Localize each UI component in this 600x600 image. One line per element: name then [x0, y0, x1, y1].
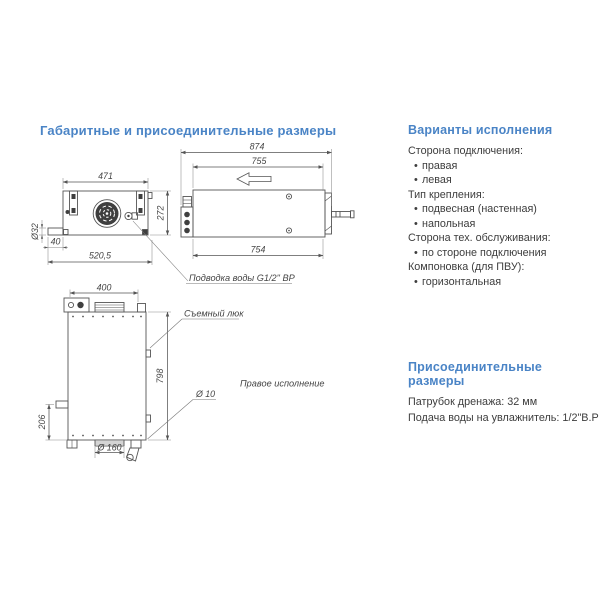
removable-hatch-label: Съемный люк: [184, 308, 244, 319]
options-title: Варианты исполнения: [408, 123, 553, 137]
screw-marks-bottom: [72, 435, 142, 437]
option-item: • левая: [408, 173, 598, 188]
option-item: • горизонтальная: [408, 275, 598, 290]
vertical-view-drawing: [56, 298, 151, 461]
option-group-label: Компоновка (для ПВУ):: [408, 261, 525, 273]
dim-front-offset: 40: [50, 236, 61, 247]
airflow-arrow-icon: [237, 173, 271, 185]
option-group-label: Сторона подключения:: [408, 145, 523, 157]
drain-siphon-icon: [127, 448, 140, 461]
option-item: • по стороне подключения: [408, 246, 598, 261]
front-view-dimensions: [39, 178, 292, 284]
dim-side-bottom-length: 754: [250, 244, 266, 255]
front-view-drawing: [48, 191, 152, 235]
connection-line: Патрубок дренажа: 32 мм: [408, 396, 538, 408]
water-fitting-icon: [125, 212, 138, 219]
screw-marks-top: [72, 316, 142, 318]
dim-front-width: 471: [98, 171, 113, 181]
options-panel: [408, 123, 598, 289]
option-item: • правая: [408, 159, 598, 174]
option-group-label: Сторона тех. обслуживания:: [408, 232, 551, 244]
dim-drain-diameter: Ø32: [30, 223, 40, 240]
option-group: [408, 188, 598, 232]
dim-vertical-height: 798: [155, 368, 165, 384]
right-version-label: Правое исполнение: [240, 378, 325, 389]
option-item: • напольная: [408, 217, 598, 232]
dim-vertical-left-height: 206: [37, 414, 47, 430]
dim-front-total-width: 520,5: [88, 250, 112, 261]
dim-duct-diameter: Ø 160: [97, 442, 122, 453]
dim-side-total-length: 874: [249, 141, 265, 152]
handle-icon: [332, 211, 355, 218]
option-group-label: Тип крепления:: [408, 188, 485, 201]
water-supply-label: Подводка воды G1/2" ВР: [189, 273, 295, 283]
option-group: [408, 144, 598, 188]
connection-title: Присоединительные размеры: [408, 360, 542, 388]
side-view-drawing: [181, 173, 354, 237]
fan-grille-icon: [93, 200, 121, 228]
option-item: • подвесная (настенная): [408, 202, 598, 217]
dim-vertical-top-width: 400: [96, 282, 112, 293]
dim-hole-diameter: Ø 10: [196, 389, 216, 399]
dim-side-inner-length: 755: [251, 156, 267, 166]
dimensions-section-title: Габаритные и присоединительные размеры: [40, 123, 337, 138]
connection-line: Подача воды на увлажнитель: 1/2"В.Р: [408, 411, 599, 424]
connection-panel: [408, 360, 600, 426]
option-group: [408, 231, 598, 260]
dim-front-height: 272: [155, 205, 166, 221]
option-group: [408, 260, 598, 289]
